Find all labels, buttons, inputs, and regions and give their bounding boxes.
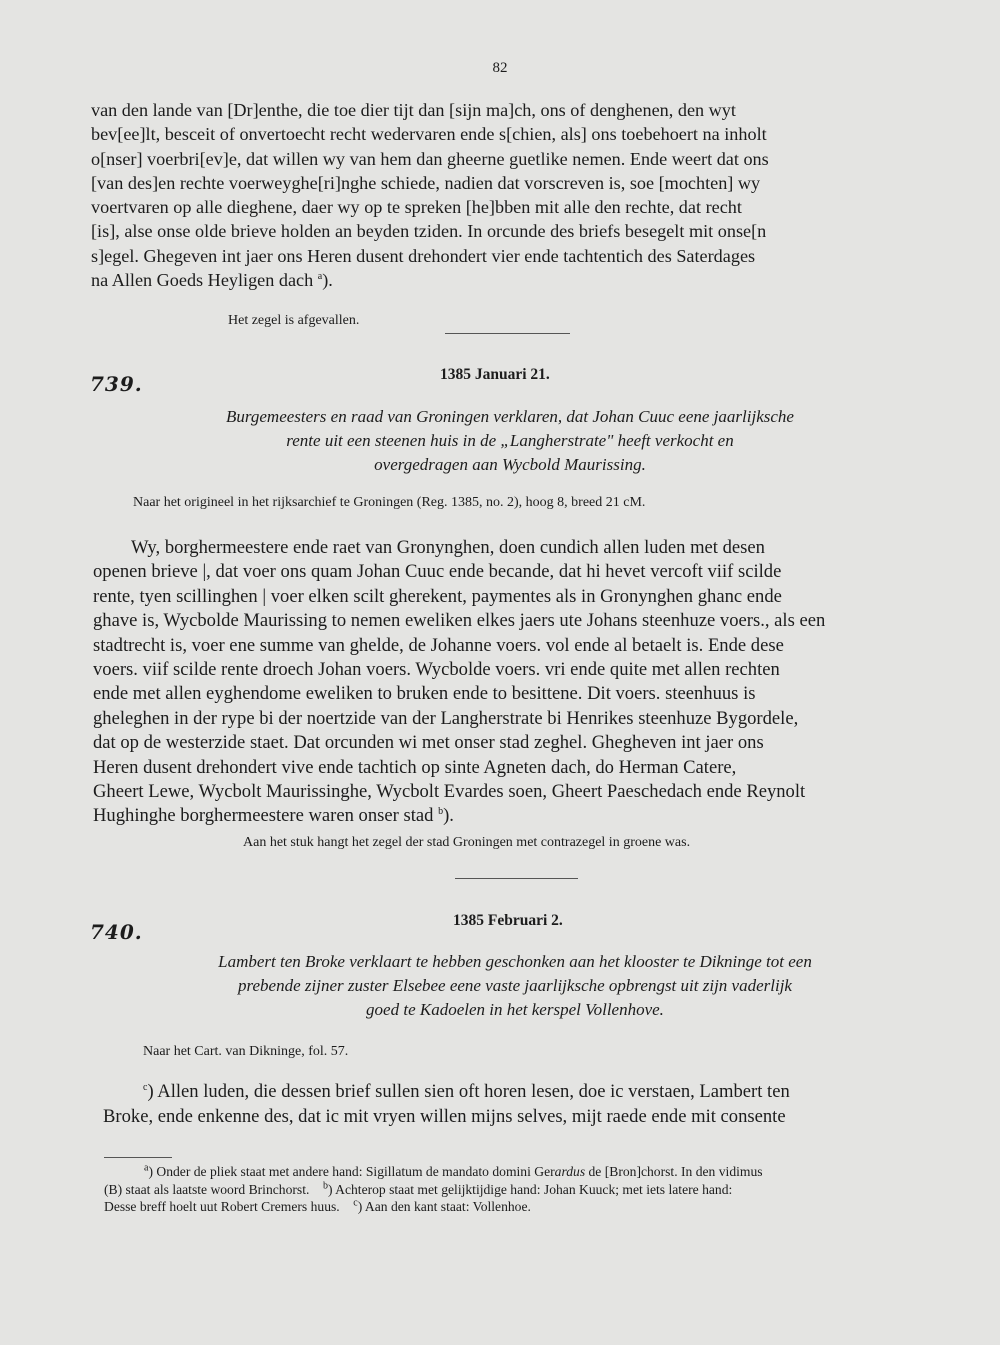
- footnote-marker: c: [143, 1081, 148, 1093]
- source-citation: Naar het Cart. van Dikninge, fol. 57.: [143, 1044, 349, 1059]
- source-citation: Naar het origineel in het rijksarchief te Groningen (Reg. 1385, no. 2), hoog 8, breed 21 cM.: [133, 495, 646, 510]
- seal-note: Het zegel is afgevallen.: [228, 313, 360, 328]
- summary-line: Lambert ten Broke verklaart te hebben geschonken aan het klooster te Dikninge tot een: [218, 952, 812, 971]
- section-divider: [455, 878, 578, 879]
- footnote-divider: [104, 1157, 172, 1158]
- footnote-marker: b: [322, 1179, 328, 1191]
- footnote-a: [104, 1163, 944, 1181]
- charter-text: [103, 1079, 938, 1129]
- entry-date: 1385 Januari 21.: [440, 366, 550, 383]
- footnote-line: [104, 1181, 944, 1199]
- text-line: van den lande van [Dr]enthe, die toe dier tijt dan [sijn ma]ch, ons of denghenen, den wyt: [91, 100, 736, 120]
- text-line: ende met allen eyghendome eweliken to bruken ende to besittene. Dit voers. steenhuus is: [93, 683, 756, 705]
- footnote-marker: a: [317, 271, 323, 283]
- text-tail: ).: [322, 270, 333, 291]
- summary-line: overgedragen aan Wycbold Maurissing.: [374, 455, 646, 474]
- footnote-text: de [Bron]chorst. In den vidimus: [585, 1164, 763, 1179]
- text-line: o[nser] voerbri[ev]e, dat willen wy van hem dan gheerne guetlike nemen. Ende weert dat ons: [91, 148, 769, 169]
- text-line: [91, 268, 923, 292]
- text-line-end: Hughinghe borghermeestere waren onser stad: [93, 805, 434, 827]
- text-line-end: na Allen Goeds Heyligen dach: [91, 270, 314, 291]
- text-line: Broke, ende enkenne des, dat ic mit vryen willen mijns selves, mijt raede ende mit consente: [103, 1106, 786, 1127]
- footnotes: [104, 1163, 944, 1216]
- text-line: Gheert Lewe, Wycbolt Maurissinghe, Wycbolt Evardes soen, Gheert Paeschedach ende Reynolt: [93, 781, 806, 803]
- summary-line: goed te Kadoelen in het kerspel Vollenhove.: [366, 1000, 664, 1019]
- text-line: Wy, borghermeestere ende raet van Gronynghen, doen cundich allen luden met desen: [131, 537, 765, 558]
- footnote-marker: b: [438, 806, 444, 818]
- text-line: voers. viif scilde rente droech Johan voers. Wycbolde voers. vri ende quite met allen rechten: [93, 659, 780, 681]
- footnote-text: ) Achterop staat met gelijktijdige hand: Johan Kuuck; met iets latere hand:: [327, 1181, 733, 1197]
- text-line: voertvaren op alle dieghene, daer wy op te spreken [he]bben mit alle den rechte, dat recht: [91, 197, 742, 218]
- continuation-text: [91, 98, 923, 292]
- text-tail: ).: [443, 805, 454, 827]
- footnote-italic: ardus: [554, 1164, 586, 1179]
- page-number: 82: [492, 60, 508, 76]
- entry-summary: [125, 950, 905, 1022]
- footnote-line: [104, 1198, 944, 1216]
- text-line: gheleghen in der rype bi der noertzide van der Langherstrate bi Henrikes steenhuze Bygordele,: [93, 707, 799, 729]
- text-line: [van des]en rechte voerweyghe[ri]nghe schiede, nadien dat vorscreven is, soe [mochten] wy: [91, 172, 761, 193]
- entry-summary: [120, 405, 900, 477]
- text-line: openen brieve |, dat voer ons quam Johan Cuuc ende becande, dat hi hevet vercoft viif scilde: [93, 561, 782, 583]
- section-divider: [445, 333, 570, 334]
- footnote-text: ) Onder de pliek staat met andere hand: Sigillatum de mandato domini Ger: [148, 1164, 555, 1179]
- text-line: stadtrecht is, voer ene summe van ghelde, de Johanne voers. vol ende al betaelt is. Ende dese: [93, 634, 784, 656]
- charter-text: [93, 536, 933, 829]
- summary-line: Burgemeesters en raad van Groningen verklaren, dat Johan Cuuc eene jaarlijksche: [226, 407, 794, 426]
- text-line: ghave is, Wycbolde Maurissing to nemen eweliken elkes jaers ute Johans steenhuze voers., als een: [93, 610, 826, 632]
- text-line: Heren dusent drehondert vive ende tachtich op sinte Agneten dach, do Herman Catere,: [93, 756, 737, 778]
- footnote-text: Desse breff hoelt uut Robert Cremers huus.: [104, 1199, 340, 1214]
- text-line: bev[ee]lt, besceit of onvertoecht recht wedervaren ende s[chien, als] ons toebehoert na inholt: [91, 124, 767, 145]
- summary-line: rente uit een steenen huis in de „Langherstrate" heeft verkocht en: [286, 431, 734, 450]
- text-line: [is], alse onse olde brieve holden an beyden tziden. In orcunde des briefs besegelt mit onse[n: [91, 221, 767, 242]
- text-line: rente, tyen scillinghen | voer elken scilt gherekent, paymentes als in Gronynghen ghanc ende: [93, 585, 782, 607]
- text-line-body: ) Allen luden, die dessen brief sullen sien oft horen lesen, doe ic verstaen, Lambert ten: [147, 1081, 790, 1102]
- text-line: dat op de westerzide staet. Dat orcunden wi met onser stad zeghel. Ghegheven int jaer ons: [93, 732, 764, 754]
- entry-number: 739.: [90, 372, 143, 396]
- entry-date: 1385 Februari 2.: [453, 912, 563, 929]
- seal-note: Aan het stuk hangt het zegel der stad Groningen met contrazegel in groene was.: [243, 835, 691, 850]
- text-line: [93, 804, 933, 828]
- footnote-text: ) Aan den kant staat: Vollenhoe.: [357, 1199, 531, 1214]
- text-line: [103, 1079, 938, 1104]
- text-line: s]egel. Ghegeven int jaer ons Heren dusent drehondert vier ende tachtentich des Saterdages: [91, 245, 756, 266]
- summary-line: prebende zijner zuster Elsebee eene vaste jaarlijksche opbrengst uit zijn vaderlijk: [238, 976, 792, 995]
- footnote-text: (B) staat als laatste woord Brinchorst.: [104, 1181, 310, 1197]
- footnote-marker: a: [144, 1162, 149, 1174]
- footnote-marker: c: [353, 1197, 358, 1209]
- entry-number: 740.: [90, 920, 143, 944]
